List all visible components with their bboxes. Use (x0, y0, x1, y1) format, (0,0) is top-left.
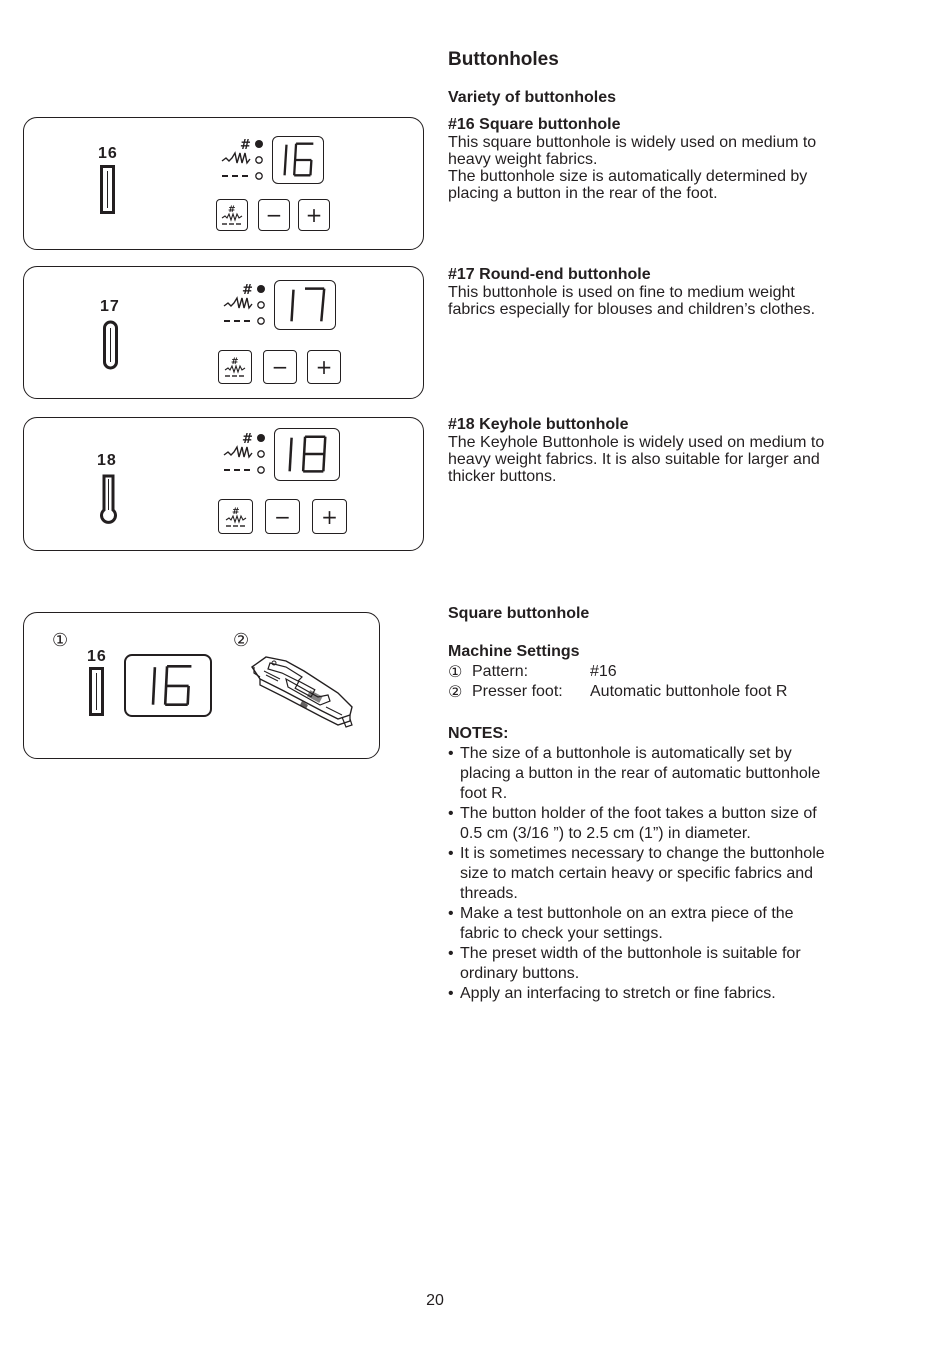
stitch-mode-button[interactable] (218, 350, 252, 384)
square-buttonhole-icon (100, 165, 116, 215)
section-heading: #17 Round-end buttonhole (448, 266, 651, 283)
lcd-digits (275, 429, 339, 480)
note-item (448, 804, 868, 844)
note-line: The preset width of the buttonhole is suitable for (460, 945, 801, 962)
paragraph-line: This square buttonhole is widely used on medium to (448, 134, 817, 151)
stitch-mode-indicator-icon (220, 136, 270, 184)
notes-heading: NOTES: (448, 725, 509, 742)
plus-button[interactable]: + (307, 350, 341, 384)
stitch-mode-button[interactable] (216, 199, 248, 231)
round-end-buttonhole-icon (103, 320, 119, 370)
bullet: • (448, 905, 454, 922)
stitch-mode-indicator-icon (222, 430, 272, 478)
note-line: 0.5 cm (3/16 ”) to 2.5 cm (1”) in diameter. (460, 825, 751, 842)
note-item (448, 844, 868, 904)
svg-text:#: # (228, 205, 236, 215)
section-17 (448, 266, 878, 318)
paragraph-line: The Keyhole Buttonhole is widely used on medium to (448, 434, 825, 451)
section-heading: #16 Square buttonhole (448, 116, 621, 133)
lcd-digits (273, 137, 323, 183)
page-title: Buttonholes (448, 49, 559, 70)
stitch-mode-indicator-icon (222, 281, 272, 329)
note-line: Make a test buttonhole on an extra piece of the (460, 905, 794, 922)
page-number: 20 (426, 1292, 444, 1309)
note-item (448, 904, 868, 944)
settings-figure (23, 612, 380, 759)
setting-row-presser-foot (448, 682, 868, 702)
bullet: • (448, 805, 454, 822)
section-subtitle: Variety of buttonholes (448, 89, 617, 106)
section-18 (448, 416, 878, 485)
note-item (448, 984, 868, 1004)
plus-button[interactable]: + (298, 199, 330, 231)
paragraph-line: heavy weight fabrics. (448, 151, 598, 168)
keyhole-buttonhole-icon (100, 474, 118, 524)
pattern-number: 16 (98, 145, 118, 162)
panel-pattern-16 (23, 117, 424, 250)
note-line: size to match certain heavy or specific fabrics and (460, 865, 814, 882)
note-line: threads. (460, 885, 518, 902)
panel-pattern-18 (23, 417, 424, 551)
svg-text:#: # (242, 283, 253, 298)
lcd-digits (126, 656, 210, 715)
paragraph-line: heavy weight fabrics. It is also suitable for larger and (448, 451, 820, 468)
callout-1: ① (52, 630, 69, 651)
square-buttonhole-heading: Square buttonhole (448, 605, 590, 622)
lcd-display (274, 280, 336, 330)
setting-value: Automatic buttonhole foot R (590, 683, 788, 700)
setting-value: #16 (590, 663, 617, 680)
pattern-number: 18 (97, 452, 117, 469)
stitch-mode-icon (222, 355, 248, 379)
note-line: The size of a buttonhole is automatically set by (460, 745, 792, 762)
svg-text:#: # (242, 432, 253, 447)
minus-button[interactable]: − (265, 499, 300, 534)
stitch-mode-icon (223, 505, 249, 529)
minus-button[interactable]: − (258, 199, 290, 231)
svg-text:#: # (231, 506, 240, 517)
paragraph-line: thicker buttons. (448, 468, 557, 485)
lcd-display (274, 428, 340, 481)
svg-text:#: # (240, 138, 251, 153)
note-line: It is sometimes necessary to change the buttonhole (460, 845, 825, 862)
pattern-number: 16 (87, 648, 107, 665)
note-line: ordinary buttons. (460, 965, 580, 982)
stitch-mode-icon (219, 203, 245, 227)
section-16 (448, 116, 878, 202)
note-line: The button holder of the foot takes a button size of (460, 805, 817, 822)
paragraph-line: placing a button in the rear of the foot. (448, 185, 718, 202)
bullet: • (448, 745, 454, 762)
note-item (448, 944, 868, 984)
pattern-number: 17 (100, 298, 120, 315)
setting-label: Pattern: (472, 663, 529, 680)
note-line: foot R. (460, 785, 508, 802)
note-line: placing a button in the rear of automatic buttonhole (460, 765, 821, 782)
lcd-digits (275, 281, 335, 329)
setting-label: Presser foot: (472, 683, 563, 700)
machine-settings-heading: Machine Settings (448, 643, 580, 660)
stitch-mode-button[interactable] (218, 499, 253, 534)
bullet: • (448, 985, 454, 1002)
paragraph-line: This buttonhole is used on fine to medium weight (448, 284, 795, 301)
paragraph-line: The buttonhole size is automatically determined by (448, 168, 808, 185)
paragraph-line: fabrics especially for blouses and children’s clothes. (448, 301, 816, 318)
bullet: • (448, 845, 454, 862)
setting-row-pattern (448, 662, 868, 682)
bullet: • (448, 945, 454, 962)
setting-marker: ① (448, 662, 463, 681)
square-buttonhole-icon (89, 667, 105, 717)
lcd-display (272, 136, 324, 184)
note-item (448, 744, 868, 804)
lcd-display (124, 654, 212, 717)
setting-marker: ② (448, 682, 463, 701)
note-line: fabric to check your settings. (460, 925, 663, 942)
panel-pattern-17 (23, 266, 424, 399)
minus-button[interactable]: − (263, 350, 297, 384)
note-line: Apply an interfacing to stretch or fine fabrics. (460, 985, 776, 1002)
callout-2: ② (233, 630, 250, 651)
svg-text:#: # (231, 357, 239, 367)
buttonhole-presser-foot-icon (242, 649, 362, 733)
plus-button[interactable]: + (312, 499, 347, 534)
section-heading: #18 Keyhole buttonhole (448, 416, 629, 433)
